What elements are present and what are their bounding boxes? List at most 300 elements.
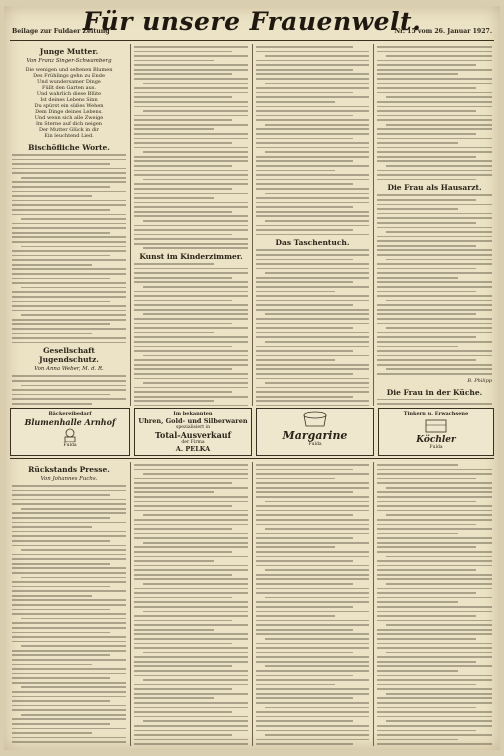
text-line	[256, 364, 369, 366]
text-line	[12, 389, 126, 391]
text-line	[377, 574, 492, 576]
text-line	[134, 592, 248, 594]
poem-line: Du spürst ein süßes Wehen	[34, 103, 104, 109]
text-line	[256, 78, 369, 80]
article-body	[12, 485, 126, 746]
text-line	[386, 556, 492, 558]
text-line	[134, 119, 232, 121]
text-line	[134, 147, 248, 149]
text-line	[134, 624, 248, 626]
text-line	[134, 133, 248, 135]
text-line	[256, 96, 369, 98]
text-line	[143, 151, 248, 153]
article-body	[134, 46, 248, 249]
text-line	[134, 396, 248, 398]
text-line	[134, 647, 248, 649]
text-line	[134, 170, 248, 172]
text-line	[134, 55, 248, 57]
masthead-rule	[10, 40, 494, 41]
text-line	[12, 191, 126, 193]
ad-location: Fulda	[63, 443, 77, 448]
text-line	[377, 73, 458, 75]
article-body	[256, 46, 369, 235]
text-line	[134, 332, 214, 334]
article-body	[377, 46, 492, 180]
text-line	[256, 101, 335, 103]
text-line	[377, 138, 492, 140]
stove-icon	[422, 418, 450, 434]
text-line	[265, 569, 369, 571]
text-line	[134, 92, 248, 94]
text-line	[377, 707, 476, 709]
text-line	[256, 615, 335, 617]
text-line	[134, 556, 248, 558]
ad-margarine	[256, 408, 374, 456]
poem-line: Und wenn sich alle Zweige	[34, 115, 104, 121]
text-line	[134, 115, 248, 117]
text-line	[256, 647, 369, 649]
text-line	[377, 711, 492, 713]
text-line	[256, 533, 369, 535]
text-line	[12, 540, 110, 542]
text-line	[12, 586, 110, 588]
text-line	[21, 246, 126, 248]
text-line	[377, 482, 492, 484]
text-line	[256, 332, 369, 334]
text-line	[12, 268, 126, 270]
text-line	[134, 128, 214, 130]
text-line	[12, 168, 126, 170]
text-line	[134, 73, 232, 75]
text-line	[377, 464, 458, 466]
column-4	[377, 44, 492, 406]
text-line	[134, 620, 232, 622]
text-line	[12, 490, 126, 492]
text-line	[386, 327, 492, 329]
text-line	[134, 478, 248, 480]
text-line	[134, 160, 248, 162]
text-line	[377, 115, 492, 117]
text-line	[386, 583, 492, 585]
text-line	[143, 110, 248, 112]
text-line	[12, 728, 126, 730]
section-heading: Die Frau als Hausarzt.	[387, 183, 482, 193]
text-line	[134, 174, 248, 176]
text-line	[134, 387, 248, 389]
text-line	[377, 665, 492, 667]
text-line	[377, 702, 492, 704]
ad-title: Köchler	[416, 435, 456, 445]
ad-location: Fulda	[429, 445, 443, 450]
text-line	[377, 739, 458, 741]
text-line	[256, 546, 335, 548]
text-line	[12, 696, 126, 698]
text-line	[256, 606, 353, 608]
poem-line: Des Frühlings gehn zu Ende	[33, 73, 105, 79]
text-line	[21, 218, 126, 220]
text-line	[377, 469, 492, 471]
text-line	[134, 546, 248, 548]
text-line	[256, 304, 353, 306]
text-line	[377, 373, 492, 375]
article-body	[377, 194, 492, 374]
text-line	[134, 364, 248, 366]
text-line	[12, 659, 126, 661]
text-line	[12, 654, 110, 656]
text-line	[21, 686, 126, 688]
article-body	[12, 154, 126, 343]
text-line	[256, 263, 369, 265]
text-line	[134, 193, 248, 195]
text-line	[134, 263, 214, 265]
text-line	[377, 611, 492, 613]
text-line	[134, 551, 232, 553]
text-line	[386, 624, 492, 626]
text-line	[21, 618, 126, 620]
text-line	[12, 718, 126, 720]
text-line	[134, 101, 248, 103]
text-line	[256, 505, 369, 507]
text-line	[256, 588, 369, 590]
text-line	[256, 138, 353, 140]
column-1	[12, 44, 126, 406]
text-line	[134, 661, 248, 663]
text-line	[134, 350, 248, 352]
article-body	[12, 375, 126, 406]
text-line	[134, 272, 248, 274]
text-line	[386, 96, 492, 98]
text-line	[256, 537, 353, 539]
text-line	[265, 313, 369, 315]
text-line	[386, 693, 492, 695]
text-line	[134, 336, 248, 338]
text-line	[377, 268, 476, 270]
ad-title: Blumenhalle Arnhof	[24, 417, 116, 427]
text-line	[12, 154, 126, 156]
text-line	[12, 278, 110, 280]
text-line	[12, 705, 126, 707]
ad-text: der Firma	[181, 440, 205, 445]
text-line	[377, 208, 458, 210]
text-line	[134, 304, 248, 306]
ad-title: Uhren, Gold- und Silberwaren	[138, 417, 248, 425]
text-line	[256, 295, 369, 297]
text-line	[134, 629, 214, 631]
text-line	[256, 87, 369, 89]
text-line	[143, 473, 248, 475]
text-line	[12, 342, 126, 344]
text-line	[12, 650, 126, 652]
text-line	[12, 223, 126, 225]
text-line	[377, 217, 492, 219]
text-line	[134, 597, 232, 599]
text-line	[12, 526, 92, 528]
text-line	[377, 505, 492, 507]
text-line	[134, 211, 232, 213]
text-line	[377, 364, 492, 366]
text-line	[256, 510, 369, 512]
lower-column-2	[134, 462, 248, 746]
column-divider	[252, 462, 253, 746]
text-line	[377, 295, 492, 297]
text-line	[12, 200, 126, 202]
text-line	[256, 514, 353, 516]
text-line	[256, 174, 369, 176]
text-line	[377, 565, 492, 567]
text-line	[256, 643, 369, 645]
column-2	[134, 44, 248, 406]
text-line	[134, 469, 248, 471]
text-line	[21, 177, 126, 179]
text-line	[12, 567, 126, 569]
text-line	[265, 665, 369, 667]
text-line	[12, 255, 110, 257]
text-line	[377, 87, 476, 89]
text-line	[12, 664, 92, 666]
text-line	[377, 601, 458, 603]
text-line	[12, 195, 92, 197]
article-body	[256, 464, 369, 745]
text-line	[134, 707, 248, 709]
text-line	[256, 229, 353, 231]
text-line	[134, 560, 214, 562]
text-line	[377, 606, 492, 608]
text-line	[377, 240, 492, 242]
text-line	[256, 73, 369, 75]
text-line	[377, 670, 458, 672]
text-line	[256, 679, 369, 681]
text-line	[134, 78, 248, 80]
text-line	[377, 629, 492, 631]
text-line	[12, 305, 126, 307]
text-line	[12, 599, 126, 601]
text-line	[256, 327, 353, 329]
text-line	[134, 378, 248, 380]
text-line	[256, 652, 353, 654]
text-line	[256, 464, 369, 466]
text-line	[134, 327, 248, 329]
text-line	[12, 236, 126, 238]
text-line	[256, 211, 369, 213]
text-line	[256, 179, 369, 181]
text-line	[256, 693, 369, 695]
text-line	[12, 209, 110, 211]
text-line	[377, 597, 492, 599]
text-line	[256, 323, 369, 325]
text-line	[134, 46, 248, 48]
text-line	[134, 405, 248, 406]
text-line	[377, 588, 492, 590]
text-line	[377, 110, 476, 112]
column-divider	[252, 44, 253, 406]
text-line	[386, 368, 492, 370]
text-line	[134, 601, 248, 603]
text-line	[134, 106, 248, 108]
text-line	[143, 514, 248, 516]
text-line	[134, 323, 232, 325]
text-line	[377, 697, 492, 699]
text-line	[256, 254, 369, 256]
text-line	[134, 87, 248, 89]
text-line	[377, 78, 492, 80]
text-line	[386, 652, 492, 654]
text-line	[377, 551, 492, 553]
text-line	[265, 151, 369, 153]
text-line	[377, 133, 476, 135]
text-line	[256, 268, 369, 270]
text-line	[256, 350, 353, 352]
text-line	[21, 577, 126, 579]
text-line	[377, 684, 476, 686]
text-line	[12, 609, 110, 611]
text-line	[143, 382, 248, 384]
text-line	[134, 400, 214, 402]
text-line	[377, 679, 492, 681]
text-line	[12, 632, 110, 634]
poem-line: Im Sterne auf dich neigen	[35, 121, 103, 127]
ad-koechler	[378, 408, 494, 456]
text-line	[377, 281, 492, 283]
text-line	[256, 716, 369, 718]
text-line	[256, 281, 353, 283]
text-line	[377, 277, 458, 279]
text-line	[377, 318, 492, 320]
text-line	[12, 673, 126, 675]
text-line	[12, 682, 126, 684]
text-line	[21, 645, 126, 647]
text-line	[12, 554, 126, 556]
text-line	[134, 537, 248, 539]
masthead	[10, 6, 494, 40]
text-line	[377, 336, 476, 338]
text-line	[134, 243, 248, 245]
text-line	[12, 159, 126, 161]
newspaper-page	[4, 6, 500, 750]
text-line	[12, 622, 126, 624]
text-line	[134, 277, 232, 279]
column-divider	[373, 44, 374, 406]
text-line	[256, 482, 369, 484]
text-line	[256, 46, 353, 48]
text-line	[134, 510, 248, 512]
text-line	[12, 677, 110, 679]
text-line	[256, 739, 369, 741]
poem-text	[12, 67, 126, 139]
text-line	[377, 147, 492, 149]
text-line	[256, 592, 369, 594]
text-line	[134, 638, 248, 640]
text-line	[21, 314, 126, 316]
text-line	[21, 287, 126, 289]
text-line	[256, 684, 335, 686]
text-line	[134, 464, 248, 466]
text-line	[256, 670, 369, 672]
text-line	[377, 151, 492, 153]
column-divider	[130, 44, 131, 406]
text-line	[134, 615, 248, 617]
text-line	[256, 524, 369, 526]
text-line	[134, 643, 232, 645]
text-line	[256, 110, 369, 112]
text-line	[12, 709, 126, 711]
text-line	[143, 542, 248, 544]
text-line	[377, 46, 492, 48]
text-line	[12, 259, 126, 261]
text-line	[377, 236, 492, 238]
poem-line: Und wahrlich diese Blüte	[36, 91, 102, 97]
text-line	[377, 519, 492, 521]
text-line	[134, 675, 248, 677]
text-line	[12, 522, 126, 524]
text-line	[134, 505, 232, 507]
column-divider	[373, 462, 374, 746]
text-line	[12, 636, 126, 638]
column-3	[256, 44, 369, 406]
text-line	[377, 743, 492, 745]
text-line	[134, 96, 232, 98]
text-line	[256, 405, 369, 406]
text-line	[134, 234, 232, 236]
text-line	[134, 156, 248, 158]
text-line	[12, 186, 110, 188]
text-line	[377, 578, 492, 580]
text-line	[256, 373, 353, 375]
text-line	[12, 668, 126, 670]
text-line	[377, 199, 476, 201]
text-line	[256, 542, 369, 544]
ad-location: Fulda	[308, 442, 322, 447]
text-line	[377, 254, 492, 256]
text-line	[256, 387, 369, 389]
text-line	[377, 194, 492, 196]
text-line	[377, 656, 492, 658]
poem-line: Ist deines Lebens Sinn	[40, 97, 98, 103]
text-line	[377, 647, 492, 649]
text-line	[134, 373, 248, 375]
text-line	[134, 183, 248, 185]
ad-text: Im bekannten	[173, 411, 213, 417]
text-line	[143, 611, 248, 613]
text-line	[377, 661, 476, 663]
section-heading: Kunst im Kinderzimmer.	[139, 252, 243, 262]
text-line	[265, 341, 369, 343]
column-divider	[130, 462, 131, 746]
text-line	[256, 300, 369, 302]
text-line	[12, 163, 110, 165]
text-line	[256, 624, 369, 626]
text-line	[12, 741, 126, 743]
text-line	[12, 328, 126, 330]
text-line	[377, 524, 476, 526]
text-line	[256, 133, 369, 135]
text-line	[134, 528, 232, 530]
article-body	[377, 464, 492, 745]
text-line	[377, 92, 492, 94]
text-line	[134, 697, 214, 699]
text-line	[134, 318, 248, 320]
text-line	[134, 725, 248, 727]
text-line	[377, 60, 492, 62]
text-line	[12, 700, 110, 702]
section-heading: Bischöfliche Worte.	[28, 143, 110, 152]
text-line	[377, 501, 476, 503]
text-line	[256, 697, 353, 699]
text-line	[377, 569, 476, 571]
text-line	[134, 341, 248, 343]
poem-line: Ein leuchtend Lied.	[44, 133, 94, 139]
text-line	[386, 514, 492, 516]
text-line	[256, 661, 369, 663]
